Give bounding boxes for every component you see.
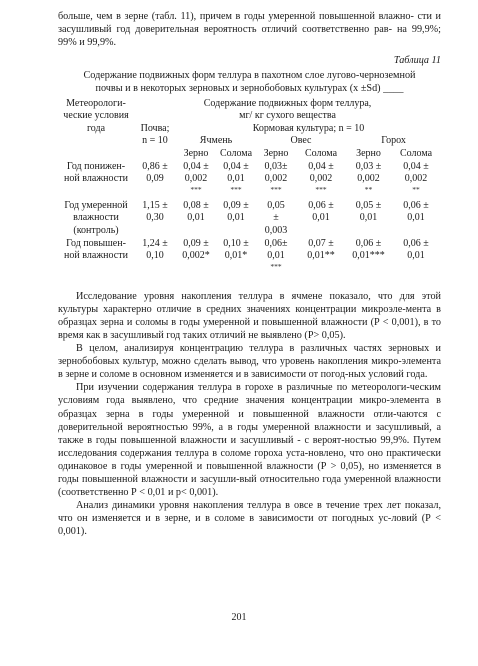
subheader-row bbox=[58, 148, 441, 161]
table-cell: 0,06 ± 0,01 bbox=[403, 237, 429, 262]
table-cell: 0,05 ± 0,003 bbox=[264, 199, 288, 236]
subheader-cell: Зерно bbox=[183, 147, 209, 159]
table-cell: 0,06 ± 0,01 bbox=[403, 199, 429, 224]
table-cell: 0,04 ± 0,002 *** bbox=[183, 160, 209, 194]
table-cell: 0,04 ± 0,002 ** bbox=[403, 160, 429, 194]
table-cell: 0,06 ± 0,01 bbox=[308, 199, 334, 224]
crop-peas: Горох bbox=[381, 135, 406, 147]
table-title bbox=[58, 69, 441, 95]
crop-oats: Овес bbox=[290, 135, 312, 147]
soil-cell: 1,15 ± 0,30 bbox=[142, 199, 168, 224]
table-row bbox=[58, 161, 441, 193]
table-cell: 0,05 ± 0,01 bbox=[355, 199, 382, 224]
intro-line: сти и засушливый год доверительная вероятность отличий соответственно рав- bbox=[58, 11, 441, 36]
subheader-cell: Солома bbox=[304, 147, 338, 159]
subheader-cell: Зерно bbox=[263, 147, 289, 159]
document-page bbox=[58, 10, 441, 538]
body-paragraph: Анализ динамики уровня накопления теллура в овсе в течение трех лет показал, что он изменяется и в зерне, и в соломе в зависимости от погодных ус-ловий (Р < 0,001). bbox=[58, 500, 441, 538]
table-cell: 0,04 ± 0,01 *** bbox=[223, 160, 249, 194]
header-content: Содержание подвижных форм теллура, мг/ кг сухого вещества bbox=[203, 97, 372, 122]
soil-cell: 0,86 ± 0,09 bbox=[142, 160, 168, 185]
table-title-line: Содержание подвижных форм теллура в пахотном слое лугово-черноземной bbox=[83, 70, 416, 82]
header-soil: Почва; n = 10 bbox=[140, 122, 170, 147]
header-crops: Кормовая культура; n = 10 bbox=[252, 122, 365, 134]
page-number: 201 bbox=[231, 612, 247, 623]
table-cell: 0,08 ± 0,01 bbox=[183, 199, 209, 224]
table-caption: Таблица 11 bbox=[393, 55, 441, 67]
row-label: Год понижен- ной влажности bbox=[64, 160, 128, 185]
table-cell: 0,09 ± 0,01 bbox=[223, 199, 249, 224]
table-cell: 0,03± 0,002 *** bbox=[264, 160, 288, 194]
table-cell: 0,09 ± 0,002* bbox=[182, 237, 210, 262]
table-cell: 0,10 ± 0,01* bbox=[223, 237, 249, 262]
table-title-line: почвы и в некоторых зерновых и зернобобовых культурах (х ±Sd) ____ bbox=[95, 83, 404, 95]
header-row bbox=[58, 98, 441, 123]
table-cell: 0,06± 0,01 *** bbox=[264, 237, 288, 271]
body-text bbox=[58, 290, 441, 539]
intro-line: больше, чем в зерне (табл. 11), причем в годы умеренной повышенной влажно- bbox=[58, 11, 414, 22]
intro-line: на 99,9%; 99% и 99,9%. bbox=[58, 24, 441, 49]
table-row bbox=[58, 200, 441, 238]
subheader-cell: Солома bbox=[400, 147, 433, 159]
body-paragraph: Исследование уровня накопления теллура в ячмене показало, что для этой культуры характерно отличие в средних значениях концентрации микроэле-мента в образцах зерна и соломы в годы умеренной и повышенной влажности (Р < 0,001), в то время как в засушливый год таких отличий не выявлено (Р> 0,05). bbox=[58, 290, 441, 341]
table-cell: 0,03 ± 0,002 ** bbox=[355, 160, 382, 194]
subheader-cell: Солома bbox=[219, 147, 253, 159]
body-paragraph: В целом, анализируя концентрацию теллура в различных частях зерновых и зернобобовых культур, можно сделать вывод, что уровень накопления микро-элемента в зерне и соломе в основном изменяется и в зависимости от погод-ных условий года. bbox=[58, 343, 441, 381]
row-label: Год повышен- ной влажности bbox=[64, 237, 128, 262]
table-row bbox=[58, 238, 441, 270]
table-cell: 0,06 ± 0,01*** bbox=[352, 237, 385, 262]
soil-cell: 1,24 ± 0,10 bbox=[142, 237, 168, 262]
table-cell: 0,04 ± 0,002 *** bbox=[308, 160, 334, 194]
tellurium-table bbox=[58, 98, 441, 270]
subheader-cell: Зерно bbox=[356, 147, 381, 159]
table-cell: 0,07 ± 0,01** bbox=[307, 237, 335, 262]
row-label: Год умеренной влажности (контроль) bbox=[64, 199, 128, 236]
body-paragraph: При изучении содержания теллура в горохе в различные по метеорологи-ческим условиям года выявлено, что средние значения концентрации микро-элемента в образцах зерна в годы умеренной и повышенной влажности отли-чаются с доверительной вероятностью 99%, а в годы умеренной влажности и засушливый, а также в годы повышенной влажности и засушливый - с вероят-ностью 99,9%. Путем исследования содержания теллура в соломе гороха уста-новлено, что оно практически одинаковое в годы умеренной и повышенной влажности (Р > 0,05), но изменяется в годы повышенной влажности и засушли-вый относительно года умеренной влажности (соответственно Р < 0,01 и р< 0,001). bbox=[58, 382, 441, 499]
crop-barley: Ячмень bbox=[199, 135, 233, 147]
header-year-conditions: Метеорологи- ческие условия года bbox=[63, 97, 129, 134]
intro-paragraph bbox=[58, 10, 441, 49]
